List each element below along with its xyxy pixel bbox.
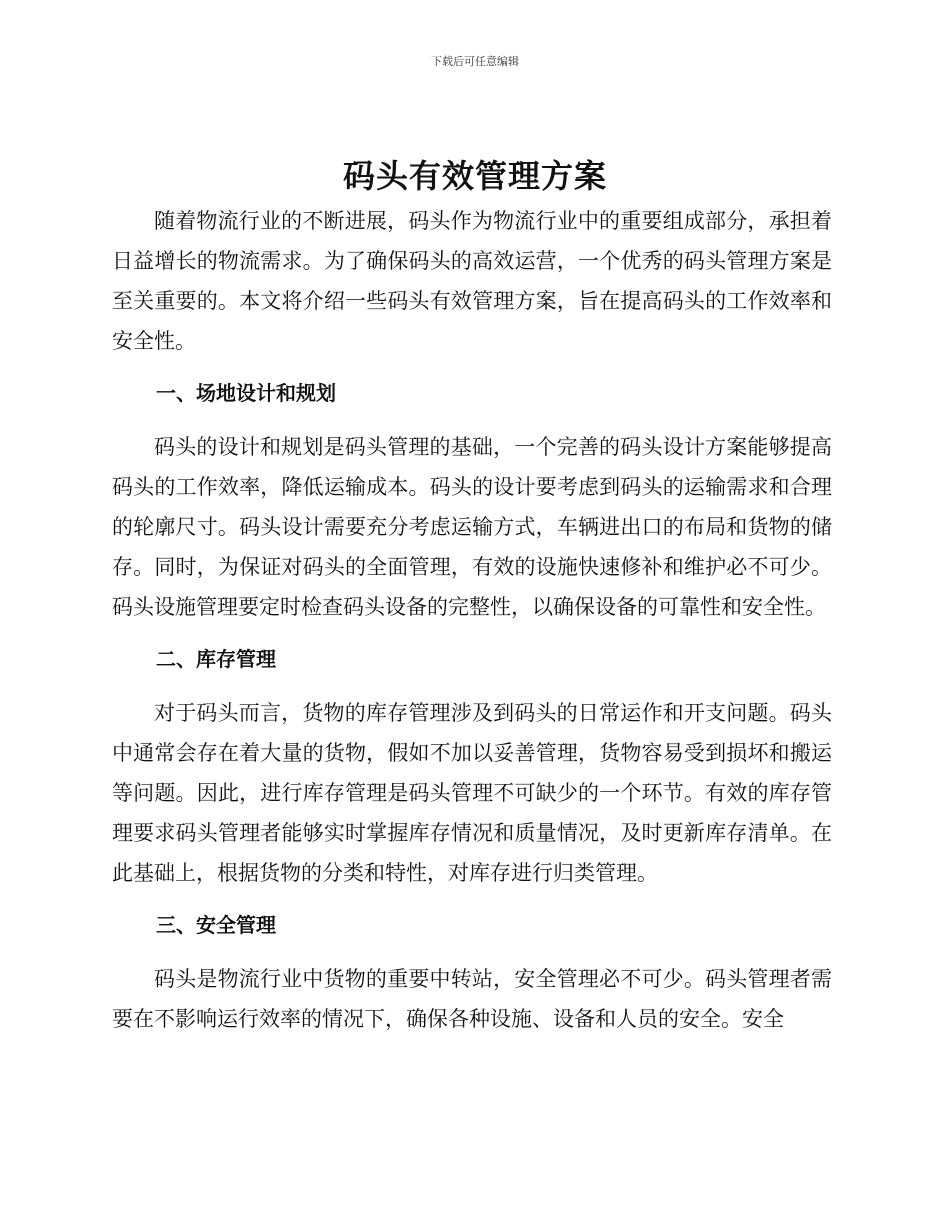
document-body — [112, 201, 832, 1039]
section-heading-safety: 三、安全管理 — [156, 913, 276, 937]
section-body-inventory: 对于码头而言，货物的库存管理涉及到码头的日常运作和开支问题。码头中通常会存在着大量的货物，假如不加以妥善管理，货物容易受到损坏和搬运等问题。因此，进行库存管理是码头管理不可缺少的一个环节。有效的库存管理要求码头管理者能够实时掌握库存情况和质量情况，及时更新库存清单。在此基础上，根据货物的分类和特性，对库存进行归类管理。 — [112, 701, 832, 885]
spacer — [112, 943, 832, 959]
section-heading-inventory: 二、库存管理 — [156, 647, 276, 671]
spacer — [112, 361, 832, 375]
intro-paragraph: 随着物流行业的不断进展，码头作为物流行业中的重要组成部分，承担着日益增长的物流需求。为了确保码头的高效运营，一个优秀的码头管理方案是至关重要的。本文将介绍一些码头有效管理方案，旨在提高码头的工作效率和安全性。 — [112, 209, 832, 353]
section-heading-site-design: 一、场地设计和规划 — [156, 381, 336, 405]
section-body-safety: 码头是物流行业中货物的重要中转站，安全管理必不可少。码头管理者需要在不影响运行效率的情况下，确保各种设施、设备和人员的安全。安全 — [112, 967, 832, 1031]
spacer — [112, 893, 832, 907]
spacer — [112, 627, 832, 641]
page-header-note: 下载后可任意编辑 — [431, 55, 519, 68]
document-title: 码头有效管理方案 — [342, 157, 607, 195]
spacer — [112, 677, 832, 693]
spacer — [112, 411, 832, 427]
section-body-site-design: 码头的设计和规划是码头管理的基础，一个完善的码头设计方案能够提高码头的工作效率，降低运输成本。码头的设计要考虑到码头的运输需求和合理的轮廓尺寸。码头设计需要充分考虑运输方式，车辆进出口的布局和货物的储存。同时，为保证对码头的全面管理，有效的设施快速修补和维护必不可少。码头设施管理要定时检查码头设备的完整性，以确保设备的可靠性和安全性。 — [112, 435, 832, 619]
